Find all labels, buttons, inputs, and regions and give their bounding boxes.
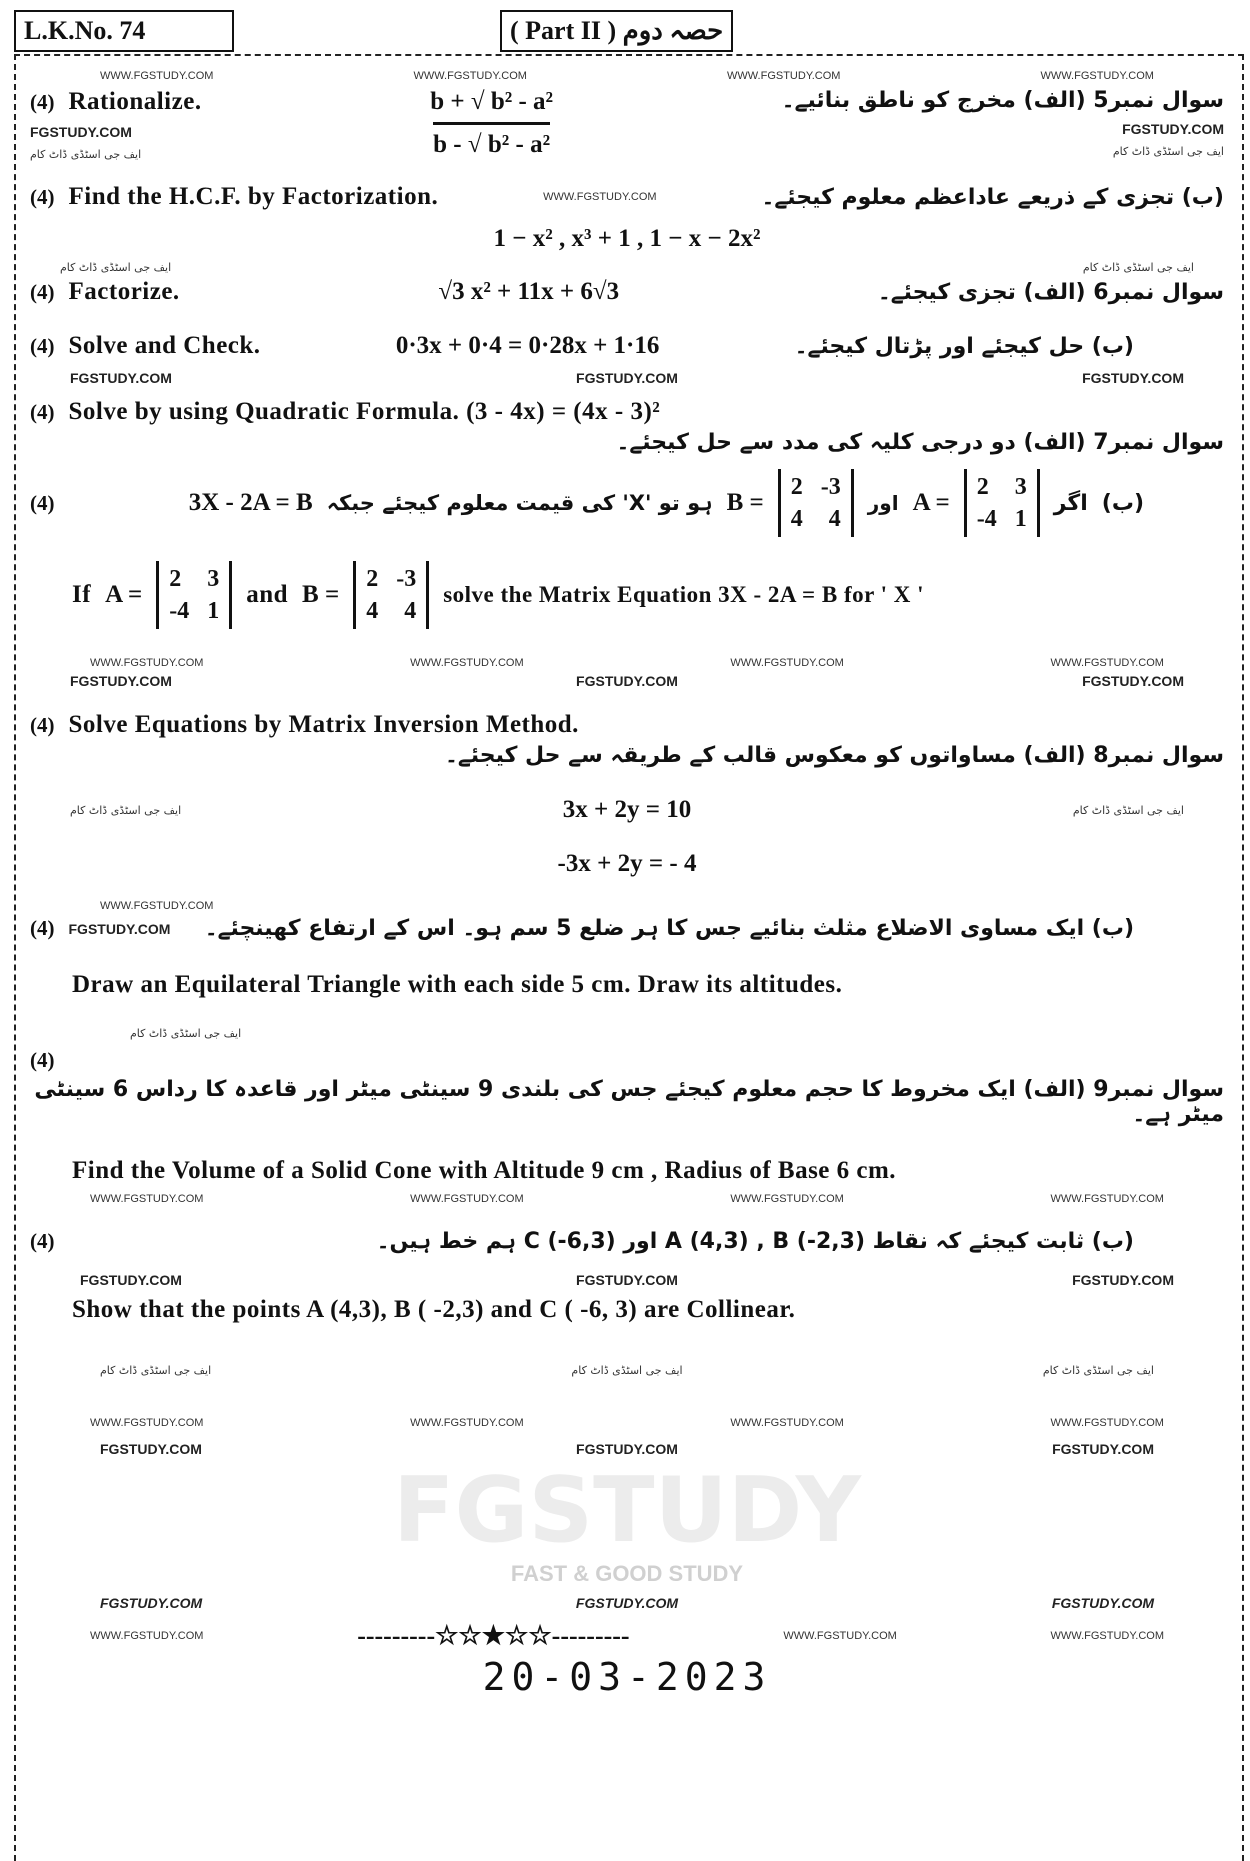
watermark-row [30,1193,1224,1205]
and-label: and [246,581,289,608]
watermark-row [30,370,1224,386]
expression-row [30,225,1224,253]
question-8b [30,916,1224,941]
watermark: FGSTUDY.COM [1122,121,1224,137]
watermark-row [30,1441,1224,1457]
cell: 3 [207,566,220,592]
watermark: WWW.FGSTUDY.COM [100,70,214,82]
watermark: FGSTUDY.COM [70,673,172,689]
and-ur: اور [867,491,899,515]
watermark-logo-row [30,1458,1224,1563]
watermark: FGSTUDY.COM [30,124,132,140]
watermark: FGSTUDY.COM [1051,1595,1154,1611]
question-ur: (ب) حل کیجئے اور پڑتال کیجئے۔ [794,333,1134,359]
watermark: FGSTUDY.COM [68,920,171,937]
cell: -4 [169,598,190,624]
watermark: WWW.FGSTUDY.COM [1040,70,1154,82]
watermark: WWW.FGSTUDY.COM [730,1417,844,1429]
marks: (4) [30,1048,55,1072]
watermark: WWW.FGSTUDY.COM [90,1417,204,1429]
marks: (4) [30,490,55,515]
cell: 2 [169,566,182,592]
question-ur: (ب) تجزی کے ذریعے عاداعظم معلوم کیجئے۔ [761,184,1224,210]
question-en: Find the Volume of a Solid Cone with Altitude 9 cm , Radius of Base 6 cm. [72,1157,897,1184]
cell: -4 [976,506,997,532]
fraction-numerator: b + √ b² - a² [430,88,554,115]
watermark: FGSTUDY.COM [576,673,678,689]
watermark: ایف جی اسٹڈی ڈاٹ کام [30,148,142,161]
marks: (4) [30,333,55,358]
footer-row [30,1621,1224,1651]
cell: 2 [366,566,379,592]
watermark-row [30,1417,1224,1429]
watermark: WWW.FGSTUDY.COM [783,1630,897,1642]
watermark-row [30,1595,1224,1611]
watermark: FGSTUDY.COM [80,1272,182,1288]
marks: (4) [30,184,55,209]
marks: (4) [30,916,55,940]
question-7b-en [30,561,1224,629]
watermark: FGSTUDY.COM [576,1441,678,1457]
watermark: ایف جی اسٹڈی ڈاٹ کام [1042,1364,1154,1377]
marks: (4) [30,279,55,304]
matrix-a [156,561,232,629]
matrix-a-label: A = [105,581,143,608]
watermark: WWW.FGSTUDY.COM [1050,1417,1164,1429]
matrix-a [964,469,1040,537]
watermark: ایف جی اسٹڈی ڈاٹ کام [571,1364,683,1377]
watermark-row [30,900,1224,912]
if-ur: اگر [1053,490,1088,516]
equation-2: -3x + 2y = - 4 [557,850,697,877]
watermark: WWW.FGSTUDY.COM [100,900,214,912]
question-6b [30,332,1224,360]
matrix-b-label: B = [726,489,764,516]
watermark: FGSTUDY.COM [575,1595,679,1611]
exam-date: 20-03-2023 [482,1655,772,1699]
marks: (4) [30,1229,55,1253]
cell: 3 [1014,474,1027,500]
watermark: WWW.FGSTUDY.COM [543,191,657,203]
cell: 1 [1014,506,1027,532]
watermark: WWW.FGSTUDY.COM [1050,657,1164,669]
question-ur-mid: ہو تو 'X' کی قیمت معلوم کیجئے جبکہ [326,491,713,515]
watermark: WWW.FGSTUDY.COM [90,657,204,669]
date-row [30,1655,1224,1699]
marks: (4) [30,712,55,737]
fraction-denominator: b - √ b² - a² [433,122,550,159]
equation-row-1 [30,796,1224,824]
watermark-row [30,70,1224,82]
cell: -3 [820,474,841,500]
question-ur: سوال نمبر6 (الف) تجزی کیجئے۔ [877,279,1224,305]
cell: -3 [396,566,417,592]
watermark-row [30,261,1224,274]
watermark-tagline: FAST & GOOD STUDY [510,1561,744,1586]
watermark: WWW.FGSTUDY.COM [413,70,527,82]
if-label: If [72,581,92,608]
watermark: WWW.FGSTUDY.COM [90,1193,204,1205]
question-en: Show that the points A (4,3), B ( -2,3) and C ( -6, 3) are Collinear. [72,1296,796,1323]
cell: 4 [404,598,417,624]
watermark-row [30,673,1224,689]
expression: 0·3x + 0·4 = 0·28x + 1·16 [395,332,660,359]
marks: (4) [30,89,55,114]
watermark-row [30,1364,1224,1377]
fraction [430,88,553,159]
question-9b-en [30,1296,1224,1324]
question-ur: سوال نمبر7 (الف) دو درجی کلیہ کی مدد سے حل کیجئے۔ [616,430,1224,455]
matrix-b-label: B = [302,581,340,608]
watermark: ایف جی اسٹڈی ڈاٹ کام [1112,145,1224,158]
watermark: ایف جی اسٹڈی ڈاٹ کام [1082,261,1194,274]
question-ur: سوال نمبر9 (الف) ایک مخروط کا حجم معلوم کیجئے جس کی بلندی 9 سینٹی میٹر اور قاعدہ کا رداس 6 سینٹی میٹر ہے۔ [34,1077,1224,1127]
q5a-left [30,88,202,161]
question-6a [30,278,1224,306]
watermark: FGSTUDY.COM [100,1441,202,1457]
lk-number: L.K.No. 74 [14,10,234,52]
watermark: FGSTUDY.COM [1072,1272,1174,1288]
question-ur: (ب) ثابت کیجئے کہ نقاط A (4,3) , B (-2,3) اور C (-6,3) ہم خط ہیں۔ [376,1229,1134,1254]
question-5a [30,88,1224,161]
watermark: FGSTUDY.COM [100,1595,203,1611]
watermark: ایف جی اسٹڈی ڈاٹ کام [1072,803,1184,817]
watermark: WWW.FGSTUDY.COM [1050,1193,1164,1205]
watermark: FGSTUDY.COM [576,370,678,386]
watermark: FGSTUDY.COM [70,370,172,386]
equation-1: 3x + 2y = 10 [562,796,692,823]
watermark-row [30,1272,1224,1288]
q5a-right [782,88,1224,158]
q7b-ur-group [189,469,1224,537]
watermark: ایف جی اسٹڈی ڈاٹ کام [130,1027,242,1040]
watermark: ایف جی اسٹڈی ڈاٹ کام [70,803,182,817]
question-en: Solve by using Quadratic Formula. (3 - 4x) = (4x - 3)² [68,398,661,425]
watermark: FGSTUDY.COM [1052,1441,1154,1457]
matrix-b [353,561,429,629]
question-en: Solve Equations by Matrix Inversion Method. [68,711,579,738]
watermark: WWW.FGSTUDY.COM [727,70,841,82]
question-ur: (ب) ایک مساوی الاضلاع مثلث بنائیے جس کا ہر ضلع 5 سم ہو۔ اس کے ارتفاع کھینچئے۔ [204,916,1134,941]
expression: 1 − x² , x³ + 1 , 1 − x − 2x² [493,225,761,252]
watermark-row [30,1027,1224,1040]
watermark: FGSTUDY.COM [1082,370,1184,386]
watermark: FGSTUDY.COM [576,1272,678,1288]
cell: 2 [976,474,989,500]
part-en: ( Part II ) [510,16,617,45]
question-en: Draw an Equilateral Triangle with each side 5 cm. Draw its altitudes. [72,971,843,998]
watermark: WWW.FGSTUDY.COM [730,657,844,669]
question-8a [30,711,1224,768]
matrix-b [778,469,854,537]
watermark: WWW.FGSTUDY.COM [410,1417,524,1429]
watermark: WWW.FGSTUDY.COM [730,1193,844,1205]
watermark-row [30,657,1224,669]
watermark-logo: FGSTUDY [393,1458,861,1563]
question-en: Solve and Check. [68,332,261,359]
cell: 4 [828,506,841,532]
cell: 4 [790,506,803,532]
question-8b-en [30,971,1224,999]
expression: √3 x² + 11x + 6√3 [438,278,620,305]
question-en: Find the H.C.F. by Factorization. [68,183,439,210]
watermark: WWW.FGSTUDY.COM [90,1630,204,1642]
watermark: ایف جی اسٹڈی ڈاٹ کام [60,261,172,274]
question-en: Factorize. [68,278,180,305]
question-7a [30,398,1224,455]
watermark: WWW.FGSTUDY.COM [410,657,524,669]
watermark: ایف جی اسٹڈی ڈاٹ کام [100,1364,212,1377]
watermark: WWW.FGSTUDY.COM [410,1193,524,1205]
question-ur: سوال نمبر8 (الف) مساواتوں کو معکوس قالب کے طریقہ سے حل کیجئے۔ [444,743,1224,768]
cell: 1 [207,598,220,624]
end-stars: ---------☆☆★☆☆--------- [357,1621,630,1650]
question-9b [30,1229,1224,1254]
marks: (4) [30,399,55,424]
question-9a-en [30,1157,1224,1185]
cell: 4 [366,598,379,624]
watermark: WWW.FGSTUDY.COM [1050,1630,1164,1642]
question-5b [30,183,1224,211]
question-en: Rationalize. [68,88,202,115]
watermark: FGSTUDY.COM [1082,673,1184,689]
question-ur: سوال نمبر5 (الف) مخرج کو ناطق بنائیے۔ [781,88,1224,113]
cell: 2 [790,474,803,500]
question-en: solve the Matrix Equation 3X - 2A = B for ' X ' [443,582,925,607]
matrix-a-label: A = [912,489,950,516]
part-ur: حصہ دوم [622,16,724,45]
question-7b-ur [30,469,1224,537]
equation-row-2 [30,850,1224,878]
matrix-equation: 3X - 2A = B [188,489,313,516]
part-b-ur: (ب) [1101,490,1144,516]
question-9a [30,1048,1224,1127]
watermark-tagline-row [30,1561,1224,1587]
